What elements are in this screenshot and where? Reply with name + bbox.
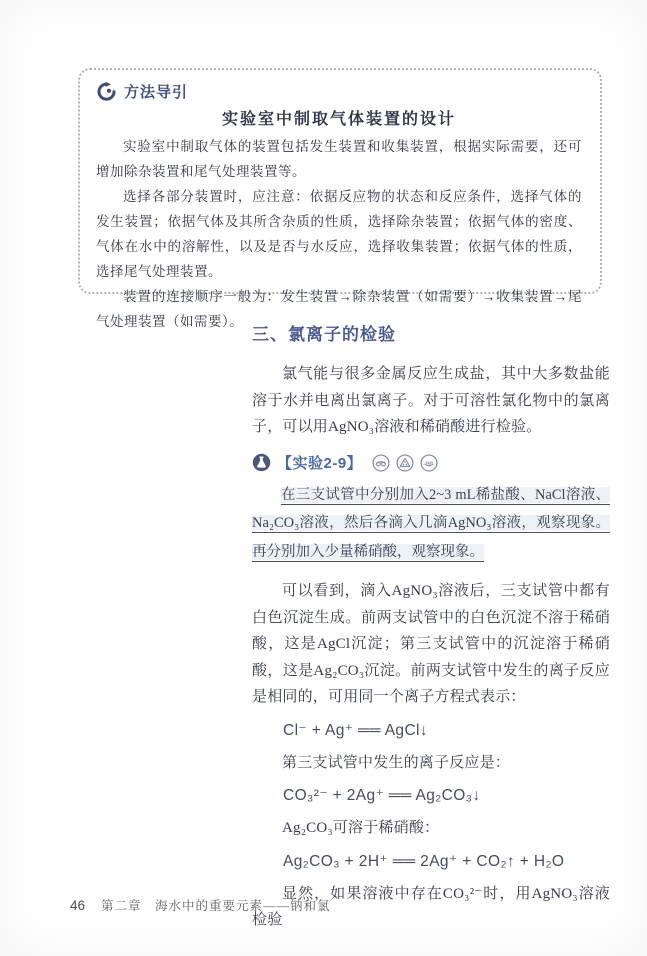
method-guide-tag: 方法导引 xyxy=(124,83,189,101)
method-guide-header xyxy=(96,79,582,103)
flask-icon xyxy=(252,453,271,472)
method-guide-box xyxy=(78,68,602,329)
hazard-triangle-icon xyxy=(396,454,414,472)
method-box-paragraph: 实验室中制取气体的装置包括发生装置和收集装置，根据实际需要，还可增加除杂装置和尾气处理装置等。 xyxy=(96,139,582,179)
experiment-instructions-text: 在三支试管中分别加入2~3 mL稀盐酸、NaCl溶液、Na₂CO₃溶液，然后各滴入几滴AgNO₃溶液，观察现象。再分别加入少量稀硝酸，观察现象。 xyxy=(252,486,610,560)
ionic-equation-ag2co3-acid: Ag₂CO₃ + 2H⁺ ══ 2Ag⁺ + CO₂↑ + H₂O xyxy=(283,852,565,870)
third-tube-text: 第三支试管中发生的离子反应是： xyxy=(282,754,511,771)
safety-icons xyxy=(372,454,438,472)
circular-arrow-icon xyxy=(96,81,117,102)
ionic-equation-agcl: Cl⁻ + Ag⁺ ══ AgCl↓ xyxy=(283,721,429,739)
section-heading: 三、氯离子的检验 xyxy=(252,325,396,344)
glove-icon xyxy=(420,454,438,472)
intro-paragraph: 氯气能与很多金属反应生成盐，其中大多数盐能溶于水并电离出氯离子。对于可溶性氯化物中的氯离子，可以用AgNO₃溶液和稀硝酸进行检验。 xyxy=(252,366,610,435)
goggles-icon xyxy=(372,454,390,472)
experiment-instructions xyxy=(252,481,610,567)
method-box-paragraph: 装置的连接顺序一般为：发生装置→除杂装置（如需要）→收集装置→尾气处理装置（如需要）。 xyxy=(96,289,582,329)
method-box-title: 实验室中制取气体装置的设计 xyxy=(221,111,456,128)
page-footer xyxy=(70,896,331,914)
page-number: 46 xyxy=(70,898,86,913)
method-box-paragraph: 选择各部分装置时，应注意：依据反应物的状态和反应条件，选择气体的发生装置；依据气体及其所含杂质的性质，选择除杂装置；依据气体的密度、气体在水中的溶解性，以及是否与水反应，选择收集装置；依据气体的性质，选择尾气处理装置。 xyxy=(96,189,582,279)
ag2co3-dissolve-text: Ag₂CO₃可溶于稀硝酸： xyxy=(282,820,440,836)
observation-paragraph: 可以看到，滴入AgNO₃溶液后，三支试管中都有白色沉淀生成。前两支试管中的白色沉淀不溶于稀硝酸，这是AgCl沉淀；第三支试管中的沉淀溶于稀硝酸，这是Ag₂CO₃沉淀。前两支试管中发生的离子反应是相同的，可用同一个离子方程式表示： xyxy=(252,583,610,705)
closing-paragraph: 显然，如果溶液中存在CO₃²⁻时，用AgNO₃溶液检验 xyxy=(252,885,610,928)
ionic-equation-ag2co3: CO₃²⁻ + 2Ag⁺ ══ Ag₂CO₃↓ xyxy=(283,787,481,804)
experiment-label: 【实验2-9】 xyxy=(277,455,363,472)
chapter-title: 第二章 海水中的重要元素——钠和氯 xyxy=(101,899,331,913)
experiment-header xyxy=(252,451,610,475)
main-column xyxy=(252,320,610,944)
